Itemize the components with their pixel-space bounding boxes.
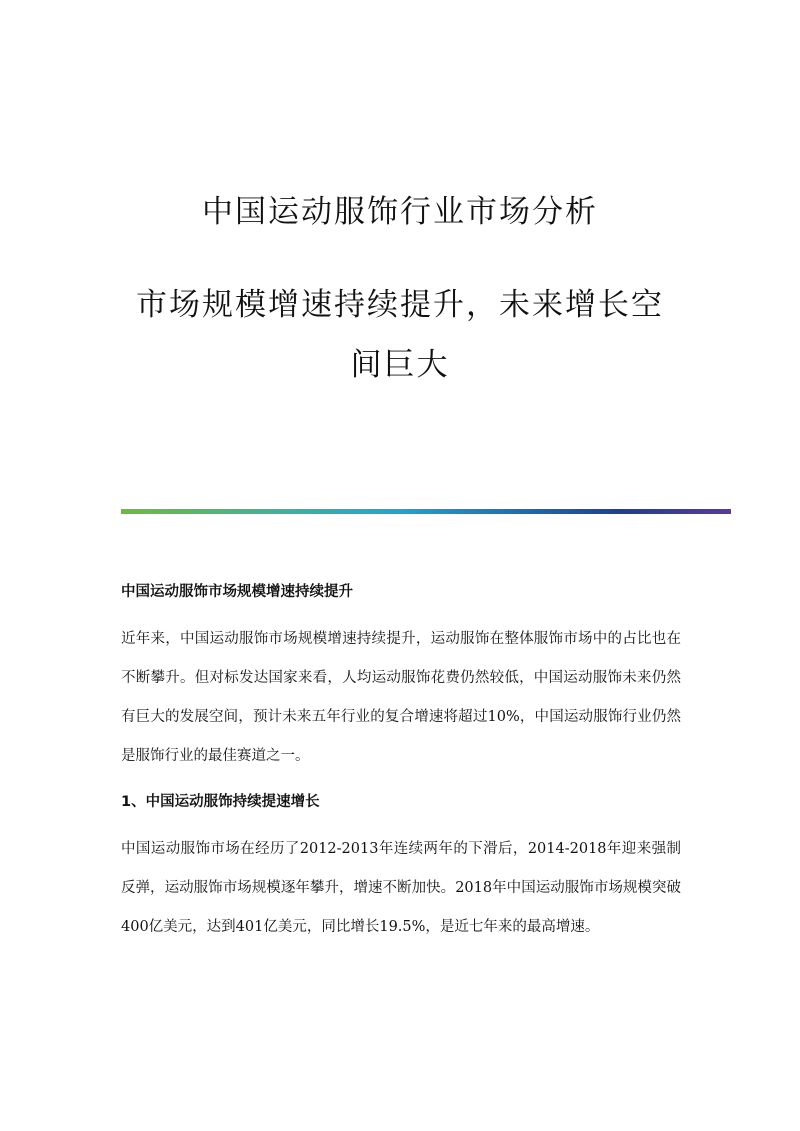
section-paragraph-accelerating-growth: 中国运动服饰市场在经历了2012-2013年连续两年的下滑后，2014-2018年迎来强制反弹，运动服饰市场规模逐年攀升，增速不断加快。2018年中国运动服饰市场规模突破400亿美元，达到401亿美元，同比增长19.5%，是近七年来的最高增速。 — [121, 841, 681, 935]
section-heading-accelerating-growth: 1、中国运动服饰持续提速增长 — [121, 794, 320, 810]
gradient-divider — [121, 509, 731, 514]
title-line-1: 中国运动服饰行业市场分析 — [202, 194, 598, 230]
section-paragraph-market-growth: 近年来，中国运动服饰市场规模增速持续提升，运动服饰在整体服饰市场中的占比也在不断攀升。但对标发达国家来看，人均运动服饰花费仍然较低，中国运动服饰未来仍然有巨大的发展空间，预计未来五年行业的复合增速将超过10%，中国运动服饰行业仍然是服饰行业的最佳赛道之一。 — [121, 631, 681, 764]
section-heading-market-growth: 中国运动服饰市场规模增速持续提升 — [121, 584, 353, 600]
document-body — [121, 574, 681, 955]
title-line-2: 市场规模增速持续提升，未来增长空间巨大 — [136, 287, 664, 383]
document-title — [0, 182, 800, 428]
